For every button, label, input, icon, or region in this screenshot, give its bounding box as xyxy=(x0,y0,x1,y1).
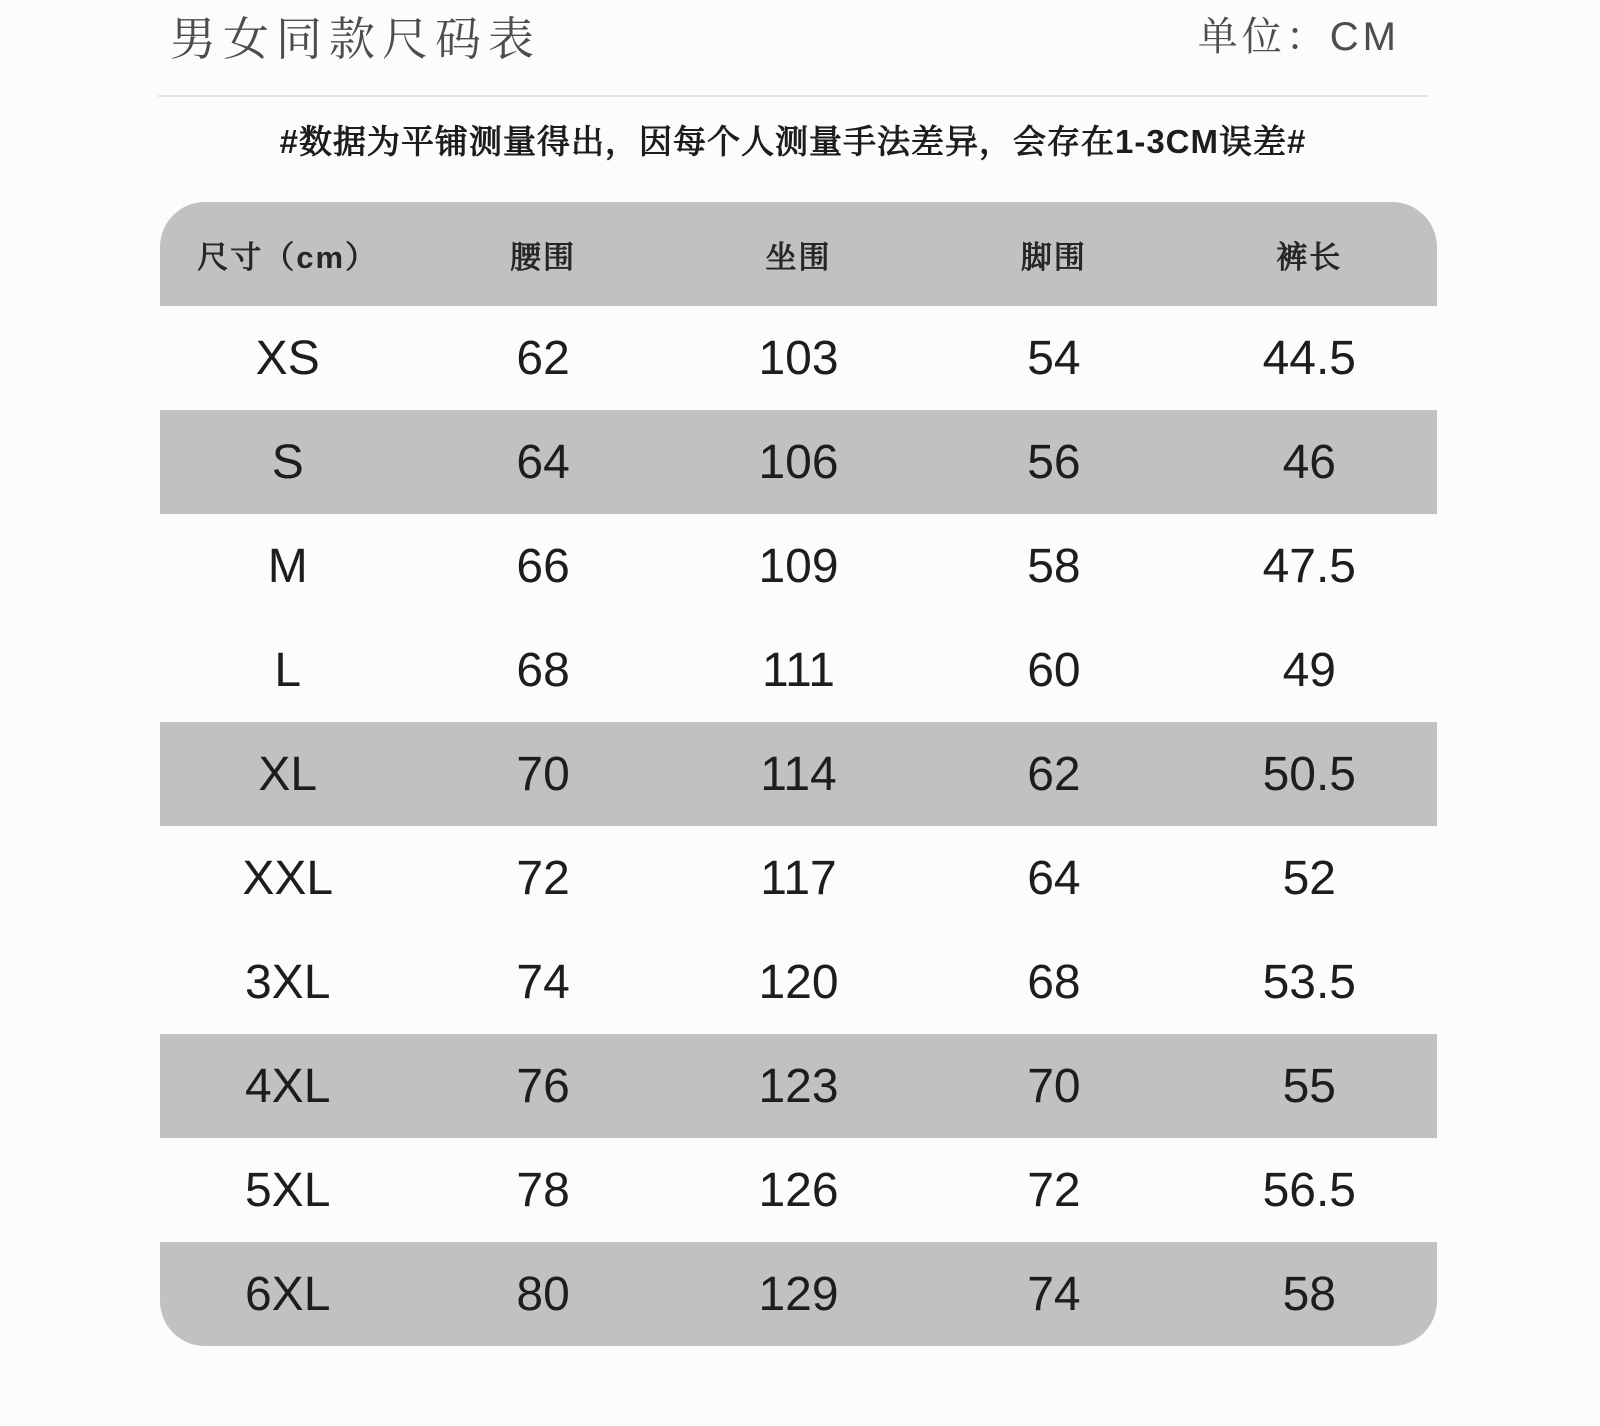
size-label: 3XL xyxy=(244,955,331,1009)
table-row-XS xyxy=(160,306,1437,410)
value-cell: 47.5 xyxy=(1262,539,1356,593)
value-cell: 62 xyxy=(1027,747,1081,801)
value-cell: 58 xyxy=(1282,1267,1336,1321)
column-header-2: 坐围 xyxy=(765,239,832,275)
column-header-1: 腰围 xyxy=(510,239,577,275)
header-bar xyxy=(0,0,1600,66)
value-cell: 50.5 xyxy=(1262,747,1356,801)
size-table xyxy=(160,202,1437,1346)
size-label: XXL xyxy=(242,851,334,905)
size-label: 4XL xyxy=(244,1059,331,1113)
table-row-5XL xyxy=(160,1138,1437,1242)
value-cell: 78 xyxy=(516,1163,570,1217)
value-cell: 64 xyxy=(516,435,570,489)
value-cell: 55 xyxy=(1282,1059,1336,1113)
value-cell: 111 xyxy=(762,643,835,697)
value-cell: 126 xyxy=(758,1163,839,1217)
value-cell: 70 xyxy=(1027,1059,1081,1113)
value-cell: 114 xyxy=(760,747,837,801)
value-cell: 72 xyxy=(1027,1163,1081,1217)
value-cell: 76 xyxy=(516,1059,570,1113)
value-cell: 68 xyxy=(1027,955,1081,1009)
value-cell: 44.5 xyxy=(1262,331,1356,385)
value-cell: 52 xyxy=(1282,851,1336,905)
value-cell: 62 xyxy=(516,331,570,385)
value-cell: 68 xyxy=(516,643,570,697)
table-header-row xyxy=(160,202,1437,306)
value-cell: 74 xyxy=(1027,1267,1081,1321)
value-cell: 66 xyxy=(516,539,570,593)
size-label: L xyxy=(274,643,302,697)
value-cell: 58 xyxy=(1027,539,1081,593)
unit-label: 单位：CM xyxy=(1197,15,1400,59)
value-cell: 123 xyxy=(758,1059,839,1113)
value-cell: 60 xyxy=(1027,643,1081,697)
table-row-S xyxy=(160,410,1437,514)
size-label: M xyxy=(267,539,308,593)
table-row-4XL xyxy=(160,1034,1437,1138)
size-label: 6XL xyxy=(244,1267,331,1321)
size-label: 5XL xyxy=(244,1163,331,1217)
value-cell: 109 xyxy=(758,539,839,593)
value-cell: 46 xyxy=(1282,435,1336,489)
column-header-4: 裤长 xyxy=(1276,239,1343,275)
value-cell: 70 xyxy=(516,747,570,801)
column-header-3: 脚围 xyxy=(1020,239,1087,275)
table-row-L xyxy=(160,618,1437,722)
value-cell: 103 xyxy=(758,331,839,385)
table-row-XXL xyxy=(160,826,1437,930)
table-row-3XL xyxy=(160,930,1437,1034)
page-title: 男女同款尺码表 xyxy=(170,13,541,65)
value-cell: 80 xyxy=(516,1267,570,1321)
table-row-6XL xyxy=(160,1242,1437,1346)
value-cell: 72 xyxy=(516,851,570,905)
value-cell: 54 xyxy=(1027,331,1081,385)
value-cell: 74 xyxy=(516,955,570,1009)
table-row-XL xyxy=(160,722,1437,826)
value-cell: 129 xyxy=(758,1267,839,1321)
value-cell: 120 xyxy=(758,955,839,1009)
size-label: XL xyxy=(258,747,318,801)
size-label: S xyxy=(271,435,304,489)
value-cell: 49 xyxy=(1282,643,1336,697)
measurement-note: #数据为平铺测量得出，因每个人测量手法差异，会存在1-3CM误差# xyxy=(279,123,1307,160)
size-label: XS xyxy=(255,331,320,385)
value-cell: 56 xyxy=(1027,435,1081,489)
column-header-0: 尺寸（cm） xyxy=(197,239,379,275)
value-cell: 117 xyxy=(760,851,837,905)
table-row-M xyxy=(160,514,1437,618)
header-divider xyxy=(158,95,1428,97)
value-cell: 64 xyxy=(1027,851,1081,905)
value-cell: 56.5 xyxy=(1262,1163,1356,1217)
value-cell: 106 xyxy=(758,435,839,489)
value-cell: 53.5 xyxy=(1262,955,1356,1009)
